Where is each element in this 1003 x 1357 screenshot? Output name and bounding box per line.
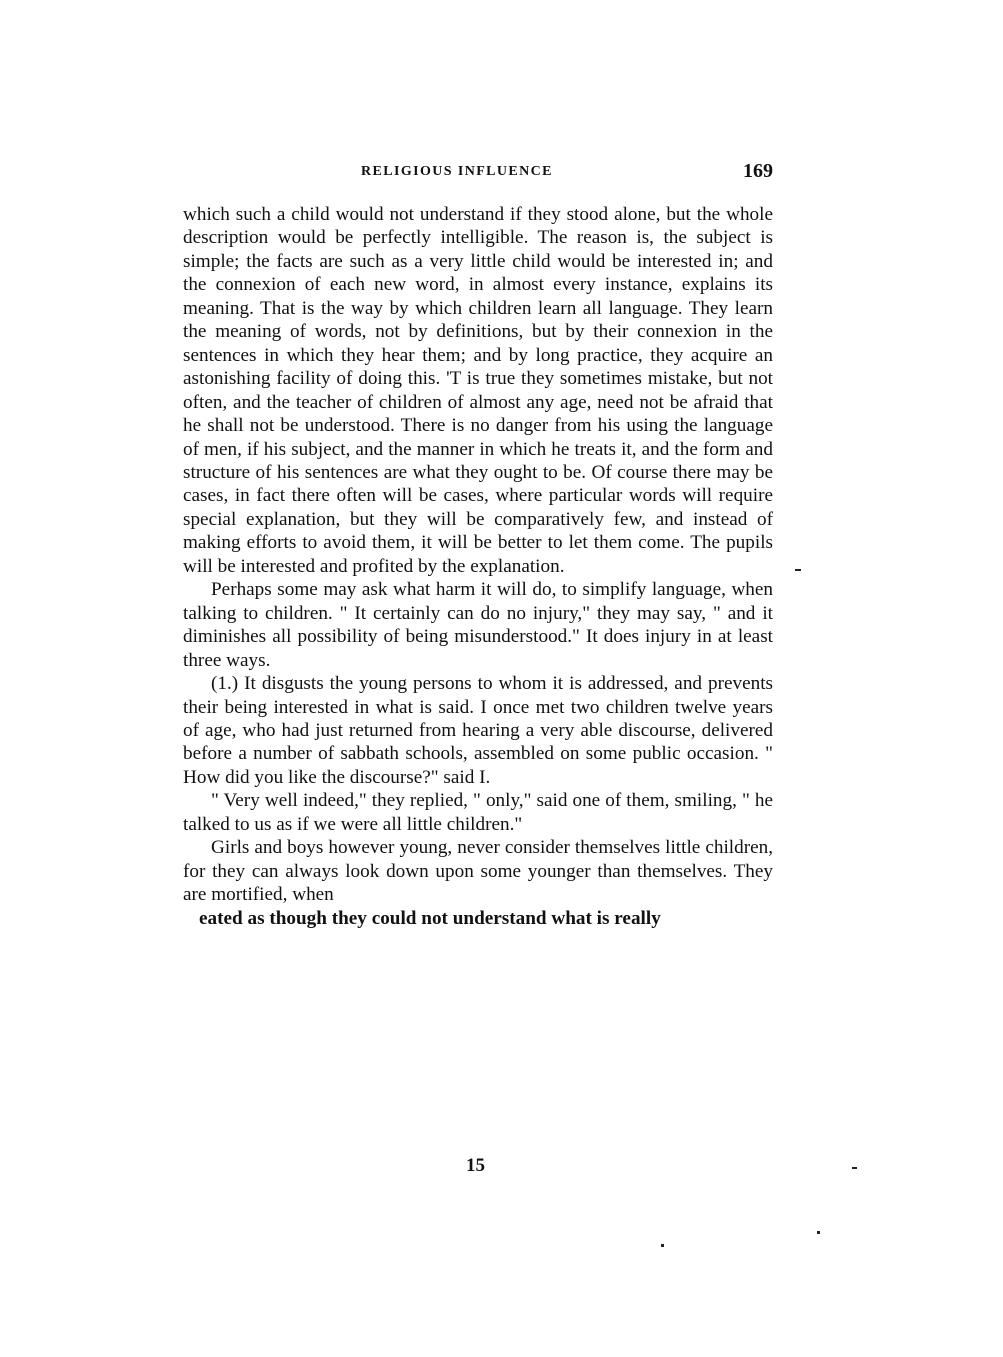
page-header [183,160,773,186]
signature-mark: 15 [466,1155,485,1176]
paragraph-1: which such a child would not understand if they stood alone, but the whole description would be perfectly intelligible. The reason is, the subject is simple; the facts are such as a very little child would be interested in; and the connexion of each new word, in almost every instance, explains its meaning. That is the way by which children learn all language. They learn the meaning of words, not by definitions, but by their connexion in the sentences in which they hear them; and by long practice, they acquire an astonishing facility of doing this. 'T is true they sometimes mistake, but not often, and the teacher of children of almost any age, need not be afraid that he shall not be understood. There is no danger from his using the language of men, if his subject, and the manner in which he treats it, and the form and structure of his sentences are what they ought to be. Of course there may be cases, in fact there often will be cases, where particular words will require special explanation, but they will be comparatively few, and instead of making efforts to avoid them, it will be better to let them come. The pupils will be interested and profited by the explanation. [183,204,773,577]
paragraph-4: " Very well indeed," they replied, " only," said one of them, smiling, " he talked to us as if we were all little children." [183,790,773,835]
scan-speck [661,1244,664,1247]
paragraph-2: Perhaps some may ask what harm it will do, to simplify language, when talking to children. " It certainly can do no injury," they may say, " and it diminishes all possibility of being misunderstood." It does injury in at least three ways. [183,579,773,671]
paragraph-6: eated as though they could not understand what is really [199,907,661,929]
running-head: RELIGIOUS INFLUENCE [361,164,553,179]
scan-speck [795,569,801,571]
paragraph-5: Girls and boys however young, never consider themselves little children, for they can always look down upon some younger than themselves. They are mortified, when [183,837,773,906]
scan-speck [817,1231,820,1234]
page-number: 169 [743,160,773,182]
scan-speck [852,1167,857,1169]
paragraph-3: (1.) It disgusts the young persons to whom it is addressed, and prevents their being interested in what is said. I once met two children twelve years of age, who had just returned from hearing a very able discourse, delivered before a number of sabbath schools, assembled on some public occasion. " How did you like the discourse?" said I. [183,673,773,788]
body-text [183,203,773,930]
